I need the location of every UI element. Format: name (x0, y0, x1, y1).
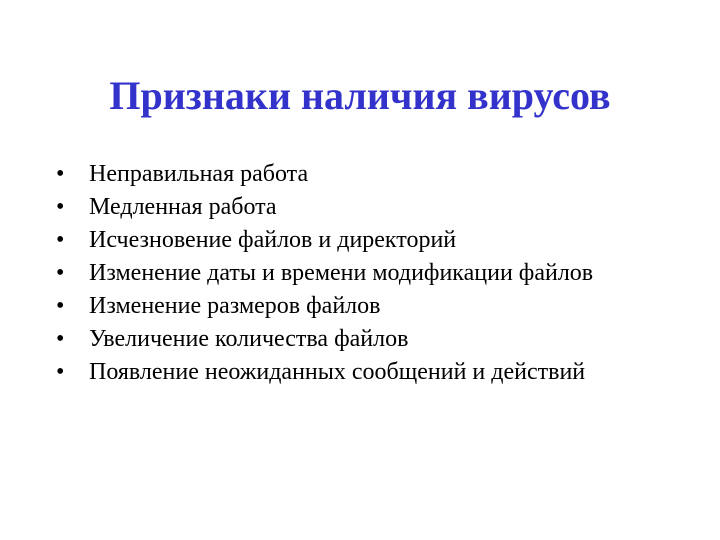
bullet-icon: • (56, 260, 65, 286)
list-item (56, 358, 616, 387)
list-item-text: Изменение даты и времени модификации файлов (89, 260, 594, 286)
list-item (56, 292, 616, 321)
bullet-icon: • (56, 194, 65, 220)
bullet-icon: • (56, 293, 65, 319)
slide-title: Признаки наличия вирусов (109, 73, 611, 118)
bullet-icon: • (56, 359, 65, 385)
list-item (56, 325, 616, 354)
list-item-text: Исчезновение файлов и директорий (89, 227, 457, 253)
list-item-text: Увеличение количества файлов (89, 326, 409, 352)
bullet-icon: • (56, 227, 65, 253)
list-item (56, 259, 616, 288)
list-item-text: Медленная работа (89, 194, 277, 220)
bullet-list (56, 160, 616, 391)
list-item-text: Появление неожиданных сообщений и действий (89, 359, 586, 385)
bullet-icon: • (56, 161, 65, 187)
list-item (56, 160, 616, 189)
list-item-text: Неправильная работа (89, 161, 309, 187)
list-item (56, 226, 616, 255)
bullet-icon: • (56, 326, 65, 352)
list-item (56, 193, 616, 222)
list-item-text: Изменение размеров файлов (89, 293, 381, 319)
